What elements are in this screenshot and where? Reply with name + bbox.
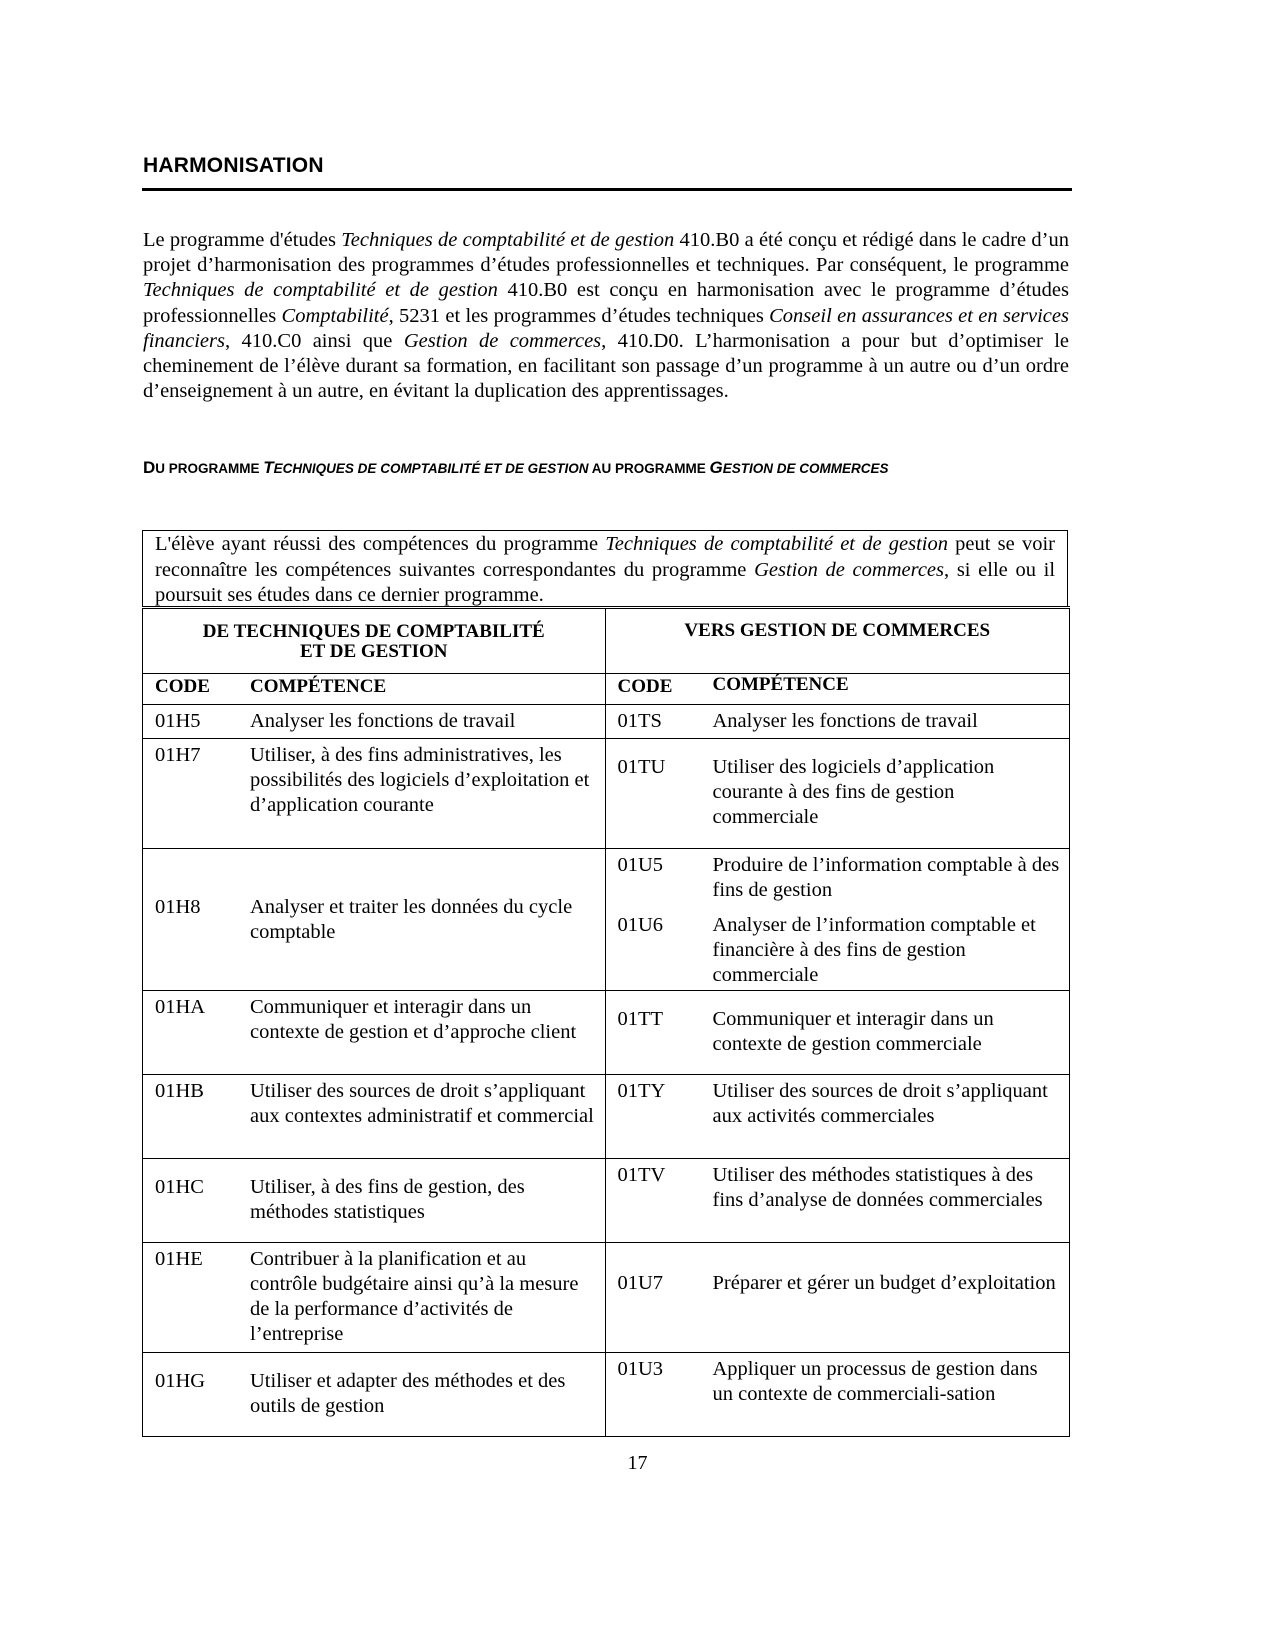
code: 01H5	[155, 710, 201, 732]
code: 01TY	[617, 1080, 666, 1102]
subtitle-part: D	[143, 458, 156, 477]
recognition-note	[142, 530, 1068, 606]
code: 01U5	[617, 854, 664, 876]
competence: Utiliser des sources de droit s’appliquant aux activités commerciales	[712, 1080, 1048, 1127]
note-text: , si elle ou il poursuit ses études dans ce dernier programme.	[155, 558, 1056, 606]
competence: Utiliser des sources de droit s’appliquant aux contextes administratif et commercial	[250, 1080, 594, 1127]
code: 01H8	[155, 895, 201, 918]
target-competency	[605, 705, 1070, 739]
table-row	[143, 739, 1070, 849]
note-text: peut se voir reconnaître les compétences suivantes correspondantes du programme	[155, 533, 1055, 581]
table-header-row	[143, 608, 1070, 674]
program-title: Gestion de commerces	[754, 558, 945, 581]
code-header: CODE	[617, 676, 673, 697]
target-competency	[605, 849, 1070, 991]
program-title: Techniques de comptabilité et de gestion	[143, 279, 498, 302]
competence: Utiliser et adapter des méthodes et des outils de gestion	[250, 1370, 566, 1417]
right-program-header: VERS GESTION DE COMMERCES	[605, 608, 1070, 674]
code: 01HE	[155, 1248, 203, 1270]
competence: Utiliser, à des fins administratives, les possibilités des logiciels d’exploitation et d’application courante	[250, 744, 590, 816]
source-competency	[143, 991, 606, 1075]
competence: Utiliser des logiciels d’application courante à des fins de gestion commerciale	[712, 756, 995, 828]
left-program-header	[143, 608, 606, 674]
program-title: Gestion de commerces	[403, 329, 602, 352]
competence: Utiliser, à des fins de gestion, des méthodes statistiques	[250, 1176, 525, 1223]
code-header: CODE	[155, 676, 210, 697]
competence: Contribuer à la planification et au contrôle budgétaire ainsi qu’à la mesure de la performance d’activités de l’entreprise	[250, 1248, 579, 1345]
table-row	[143, 705, 1070, 739]
target-competency	[605, 1243, 1070, 1353]
source-competency	[143, 849, 606, 991]
intro-text: , 5231 et les programmes d’études techniques	[388, 304, 770, 327]
competence-header: COMPÉTENCE	[712, 674, 849, 695]
source-competency	[143, 1159, 606, 1243]
target-competency	[605, 1159, 1070, 1243]
note-text: L'élève ayant réussi des compétences du programme	[155, 533, 606, 555]
table-row	[143, 1243, 1070, 1353]
source-competency	[143, 739, 606, 849]
intro-text: 410.B0 est conçu en harmonisation avec le programme d’études professionnelles	[143, 279, 1069, 327]
page-number: 17	[627, 1452, 648, 1474]
subtitle-part: G	[709, 458, 723, 477]
source-competency	[143, 1075, 606, 1159]
table-row	[143, 1159, 1070, 1243]
competence: Analyser les fonctions de travail	[250, 710, 516, 732]
code: 01U7	[617, 1272, 664, 1294]
subtitle-part: AU PROGRAMME	[588, 461, 710, 476]
header-line: DE TECHNIQUES DE COMPTABILITÉ	[202, 621, 545, 642]
table-row	[143, 991, 1070, 1075]
code: 01HG	[155, 1370, 206, 1392]
competence: Préparer et gérer un budget d’exploitation	[712, 1272, 1056, 1294]
code: 01HC	[155, 1176, 204, 1198]
page-title: HARMONISATION	[143, 154, 324, 177]
table-row	[143, 849, 1070, 991]
competence: Analyser de l’information comptable et financière à des fins de gestion commerciale	[712, 914, 1036, 986]
code: 01TV	[617, 1164, 666, 1186]
competence: Produire de l’information comptable à des fins de gestion	[712, 854, 1060, 901]
code: 01U6	[617, 914, 664, 936]
code: 01H7	[155, 744, 201, 766]
column-header-row	[143, 674, 1070, 705]
competence: Communiquer et interagir dans un contexte de gestion et d’approche client	[250, 996, 577, 1043]
code: 01TS	[617, 710, 662, 732]
intro-text: , 410.D0. L’harmonisation a pour but d’optimiser le cheminement de l’élève durant sa formation, en facilitant son passage d’un programme à un autre ou d’un ordre d’enseignement à un autre, en évitant la duplication des apprentissages.	[143, 329, 1070, 403]
intro-text: , 410.C0 ainsi que	[225, 329, 404, 352]
program-title: Comptabilité	[281, 304, 389, 327]
program-title: Techniques de comptabilité et de gestion	[605, 533, 948, 555]
right-column-headers	[605, 674, 1070, 705]
code: 01HA	[155, 996, 206, 1018]
code: 01U3	[617, 1358, 664, 1380]
title-rule	[142, 188, 1072, 191]
competence: Analyser les fonctions de travail	[712, 710, 978, 732]
competency-table	[142, 606, 1070, 1437]
section-subtitle	[143, 455, 1043, 482]
subtitle-part: ESTION DE COMMERCES	[722, 461, 889, 476]
source-competency	[143, 1243, 606, 1353]
source-competency	[143, 1353, 606, 1437]
competence-header: COMPÉTENCE	[250, 676, 387, 697]
program-title: Techniques de comptabilité et de gestion	[341, 229, 675, 251]
target-competency	[605, 991, 1070, 1075]
subtitle-part: ECHNIQUES DE COMPTABILITÉ ET DE GESTION	[273, 461, 589, 476]
subtitle-part: U PROGRAMME	[155, 461, 264, 476]
competence: Analyser et traiter les données du cycle comptable	[250, 895, 573, 943]
table-row	[143, 1353, 1070, 1437]
target-competency	[605, 1075, 1070, 1159]
code: 01HB	[155, 1080, 204, 1102]
intro-paragraph	[143, 228, 1069, 404]
table-row	[143, 1075, 1070, 1159]
target-competency	[605, 1353, 1070, 1437]
code: 01TT	[617, 1008, 664, 1030]
source-competency	[143, 705, 606, 739]
competence: Utiliser des méthodes statistiques à des fins d’analyse de données commerciales	[712, 1164, 1043, 1211]
header-line: ET DE GESTION	[300, 641, 448, 662]
intro-text: 410.B0 a été conçu et rédigé dans le cadre d’un projet d’harmonisation des programmes d’études professionnelles et techniques. Par conséquent, le programme	[143, 229, 1069, 277]
left-column-headers	[143, 674, 606, 705]
competence: Appliquer un processus de gestion dans un contexte de commerciali-sation	[712, 1358, 1038, 1405]
subtitle-part: T	[263, 458, 274, 477]
intro-text: Le programme d'études	[143, 229, 342, 251]
target-competency	[605, 739, 1070, 849]
code: 01TU	[617, 756, 666, 778]
program-title: Conseil en assurances et en services financiers	[143, 304, 1069, 352]
competence: Communiquer et interagir dans un contexte de gestion commerciale	[712, 1008, 994, 1055]
